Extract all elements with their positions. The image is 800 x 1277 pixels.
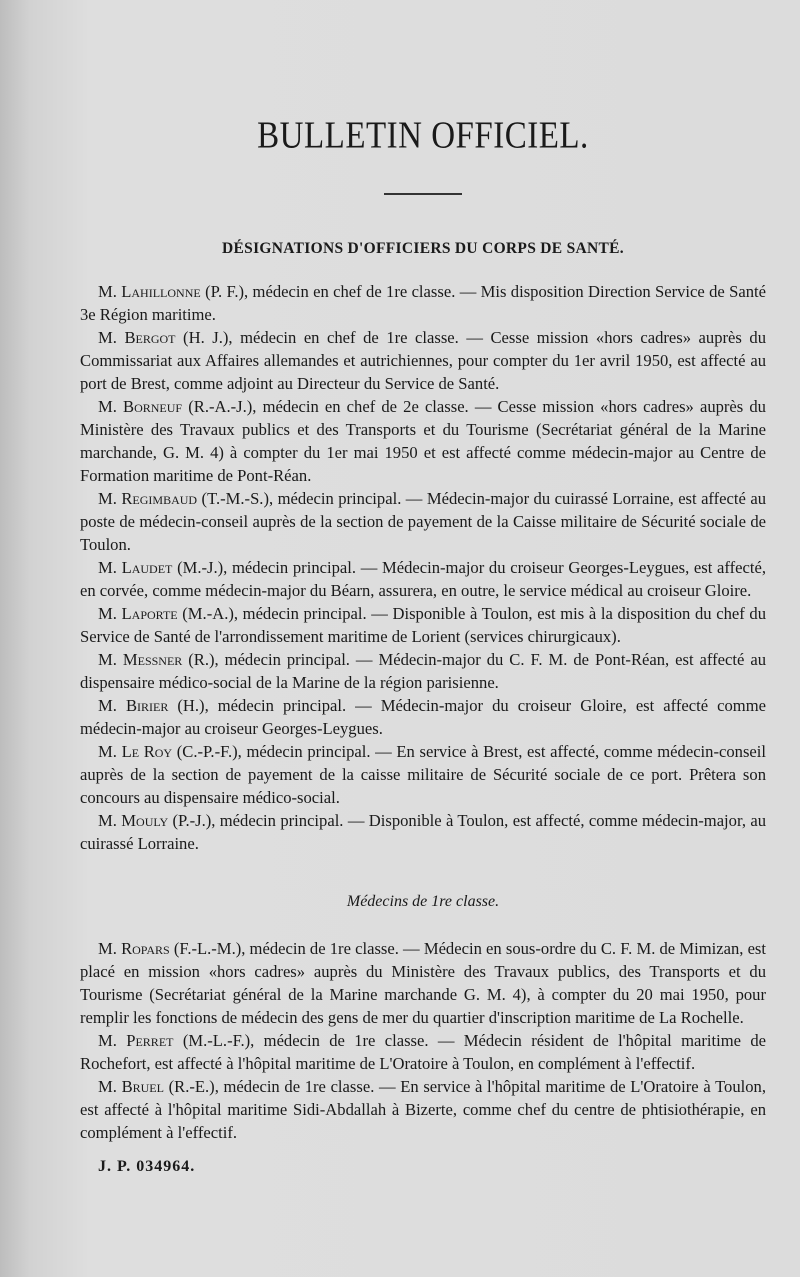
entry-name: M. Perret: [98, 1031, 174, 1050]
entry-name: M. Ropars: [98, 939, 170, 958]
entry-name: M. Le Roy: [98, 742, 173, 761]
entry-text: (F.-L.-M.), médecin de 1re classe. — Médecin en sous-ordre du C. F. M. de Mimizan, est placé en mission «hors cadres» auprès du Ministère des Travaux publics, des Transports et du Tourisme (Secrétariat général de la Marine marchande G. M. 4), à compter du 20 mai 1950, pour remplir les fonctions de médecin des gens de mer du quartier d'inscription maritime de La Rochelle.: [80, 939, 766, 1027]
entry-text: (P. F.), médecin en chef de 1re classe. — Mis disposition Direction Service de Santé 3e Région maritime.: [80, 282, 766, 324]
entry-text: (C.-P.-F.), médecin principal. — En service à Brest, est affecté, comme médecin-conseil auprès de la section de payement de la caisse militaire de Sécurité sociale de ce port. Prêtera son concours au dispensaire médico-social.: [80, 742, 766, 807]
entry-text: (R.-E.), médecin de 1re classe. — En service à l'hôpital maritime de L'Oratoire à Toulon, est affecté à l'hôpital maritime Sidi-Abdallah à Bizerte, comme chef du centre de phtisiothérapie, en complément à l'effectif.: [80, 1077, 766, 1142]
document-code: J. P. 034964.: [98, 1158, 196, 1175]
entry-text: (M.-L.-F.), médecin de 1re classe. — Médecin résident de l'hôpital maritime de Rochefort, est affecté à l'hôpital maritime de L'Oratoire à Toulon, en complément à l'effectif.: [80, 1031, 767, 1073]
entry-paragraph: [80, 694, 766, 740]
entry-paragraph: [80, 648, 766, 694]
entry-paragraph: [80, 280, 766, 326]
entry-text: (R.-A.-J.), médecin en chef de 2e classe. — Cesse mission «hors cadres» auprès du Ministère des Travaux publics et des Transports et du Tourisme (Secrétariat général de la Marine marchande, G. M. 4) à compter du 1er mai 1950 et est affecté comme médecin-major au Centre de Formation maritime de Pont-Réan.: [80, 397, 766, 485]
entry-name: M. Bruel: [98, 1077, 164, 1096]
entry-paragraph: [80, 1029, 766, 1075]
entry-paragraph: [80, 1075, 766, 1144]
entry-paragraph: [80, 395, 766, 487]
page-title: BULLETIN OFFICIEL.: [257, 115, 589, 157]
entry-paragraph: [80, 326, 766, 395]
entry-paragraph: [80, 487, 766, 556]
entry-text: (M.-A.), médecin principal. — Disponible à Toulon, est mis à la disposition du chef du Service de Santé de l'arrondissement maritime de Lorient (services chirurgicaux).: [80, 604, 766, 646]
entry-name: M. Regimbaud: [98, 489, 198, 508]
entries-list-2: [80, 937, 766, 1144]
entry-text: (H.), médecin principal. — Médecin-major du croiseur Gloire, est affecté comme médecin-major au croiseur Georges-Leygues.: [80, 696, 766, 738]
entry-name: M. Lahillonne: [98, 282, 201, 301]
entry-paragraph: [80, 556, 766, 602]
entry-name: M. Bergot: [98, 328, 176, 347]
entry-name: M. Messner: [98, 650, 183, 669]
entry-name: M. Birier: [98, 696, 169, 715]
entry-name: M. Laudet: [98, 558, 173, 577]
entry-text: (T.-M.-S.), médecin principal. — Médecin-major du cuirassé Lorraine, est affecté au poste de médecin-conseil auprès de la section de payement de la Caisse militaire de Sécurité sociale de Toulon.: [80, 489, 766, 554]
entry-paragraph: [80, 809, 766, 855]
entry-text: (M.-J.), médecin principal. — Médecin-major du croiseur Georges-Leygues, est affecté, en corvée, comme médecin-major du Béarn, assurera, en outre, le service médical au croiseur Gloire.: [80, 558, 766, 600]
title-divider: [384, 193, 462, 195]
entry-name: M. Borneuf: [98, 397, 183, 416]
subsection-heading: Médecins de 1re classe.: [346, 893, 500, 910]
entry-name: M. Laporte: [98, 604, 178, 623]
section-heading: DÉSIGNATIONS D'OFFICIERS DU CORPS DE SANTÉ.: [222, 240, 624, 257]
entry-text: (H. J.), médecin en chef de 1re classe. — Cesse mission «hors cadres» auprès du Commissariat aux Affaires allemandes et autrichiennes, pour compter du 1er avril 1950, est affecté au port de Brest, comme adjoint au Directeur du Service de Santé.: [80, 328, 766, 393]
entry-text: (P.-J.), médecin principal. — Disponible à Toulon, est affecté, comme médecin-major, au cuirassé Lorraine.: [80, 811, 766, 853]
entry-paragraph: [80, 740, 766, 809]
entry-name: M. Mouly: [98, 811, 169, 830]
entry-text: (R.), médecin principal. — Médecin-major du C. F. M. de Pont-Réan, est affecté au dispensaire médico-social de la Marine de la région parisienne.: [80, 650, 767, 692]
entry-paragraph: [80, 602, 766, 648]
entry-paragraph: [80, 937, 766, 1029]
entries-list: [80, 280, 766, 855]
